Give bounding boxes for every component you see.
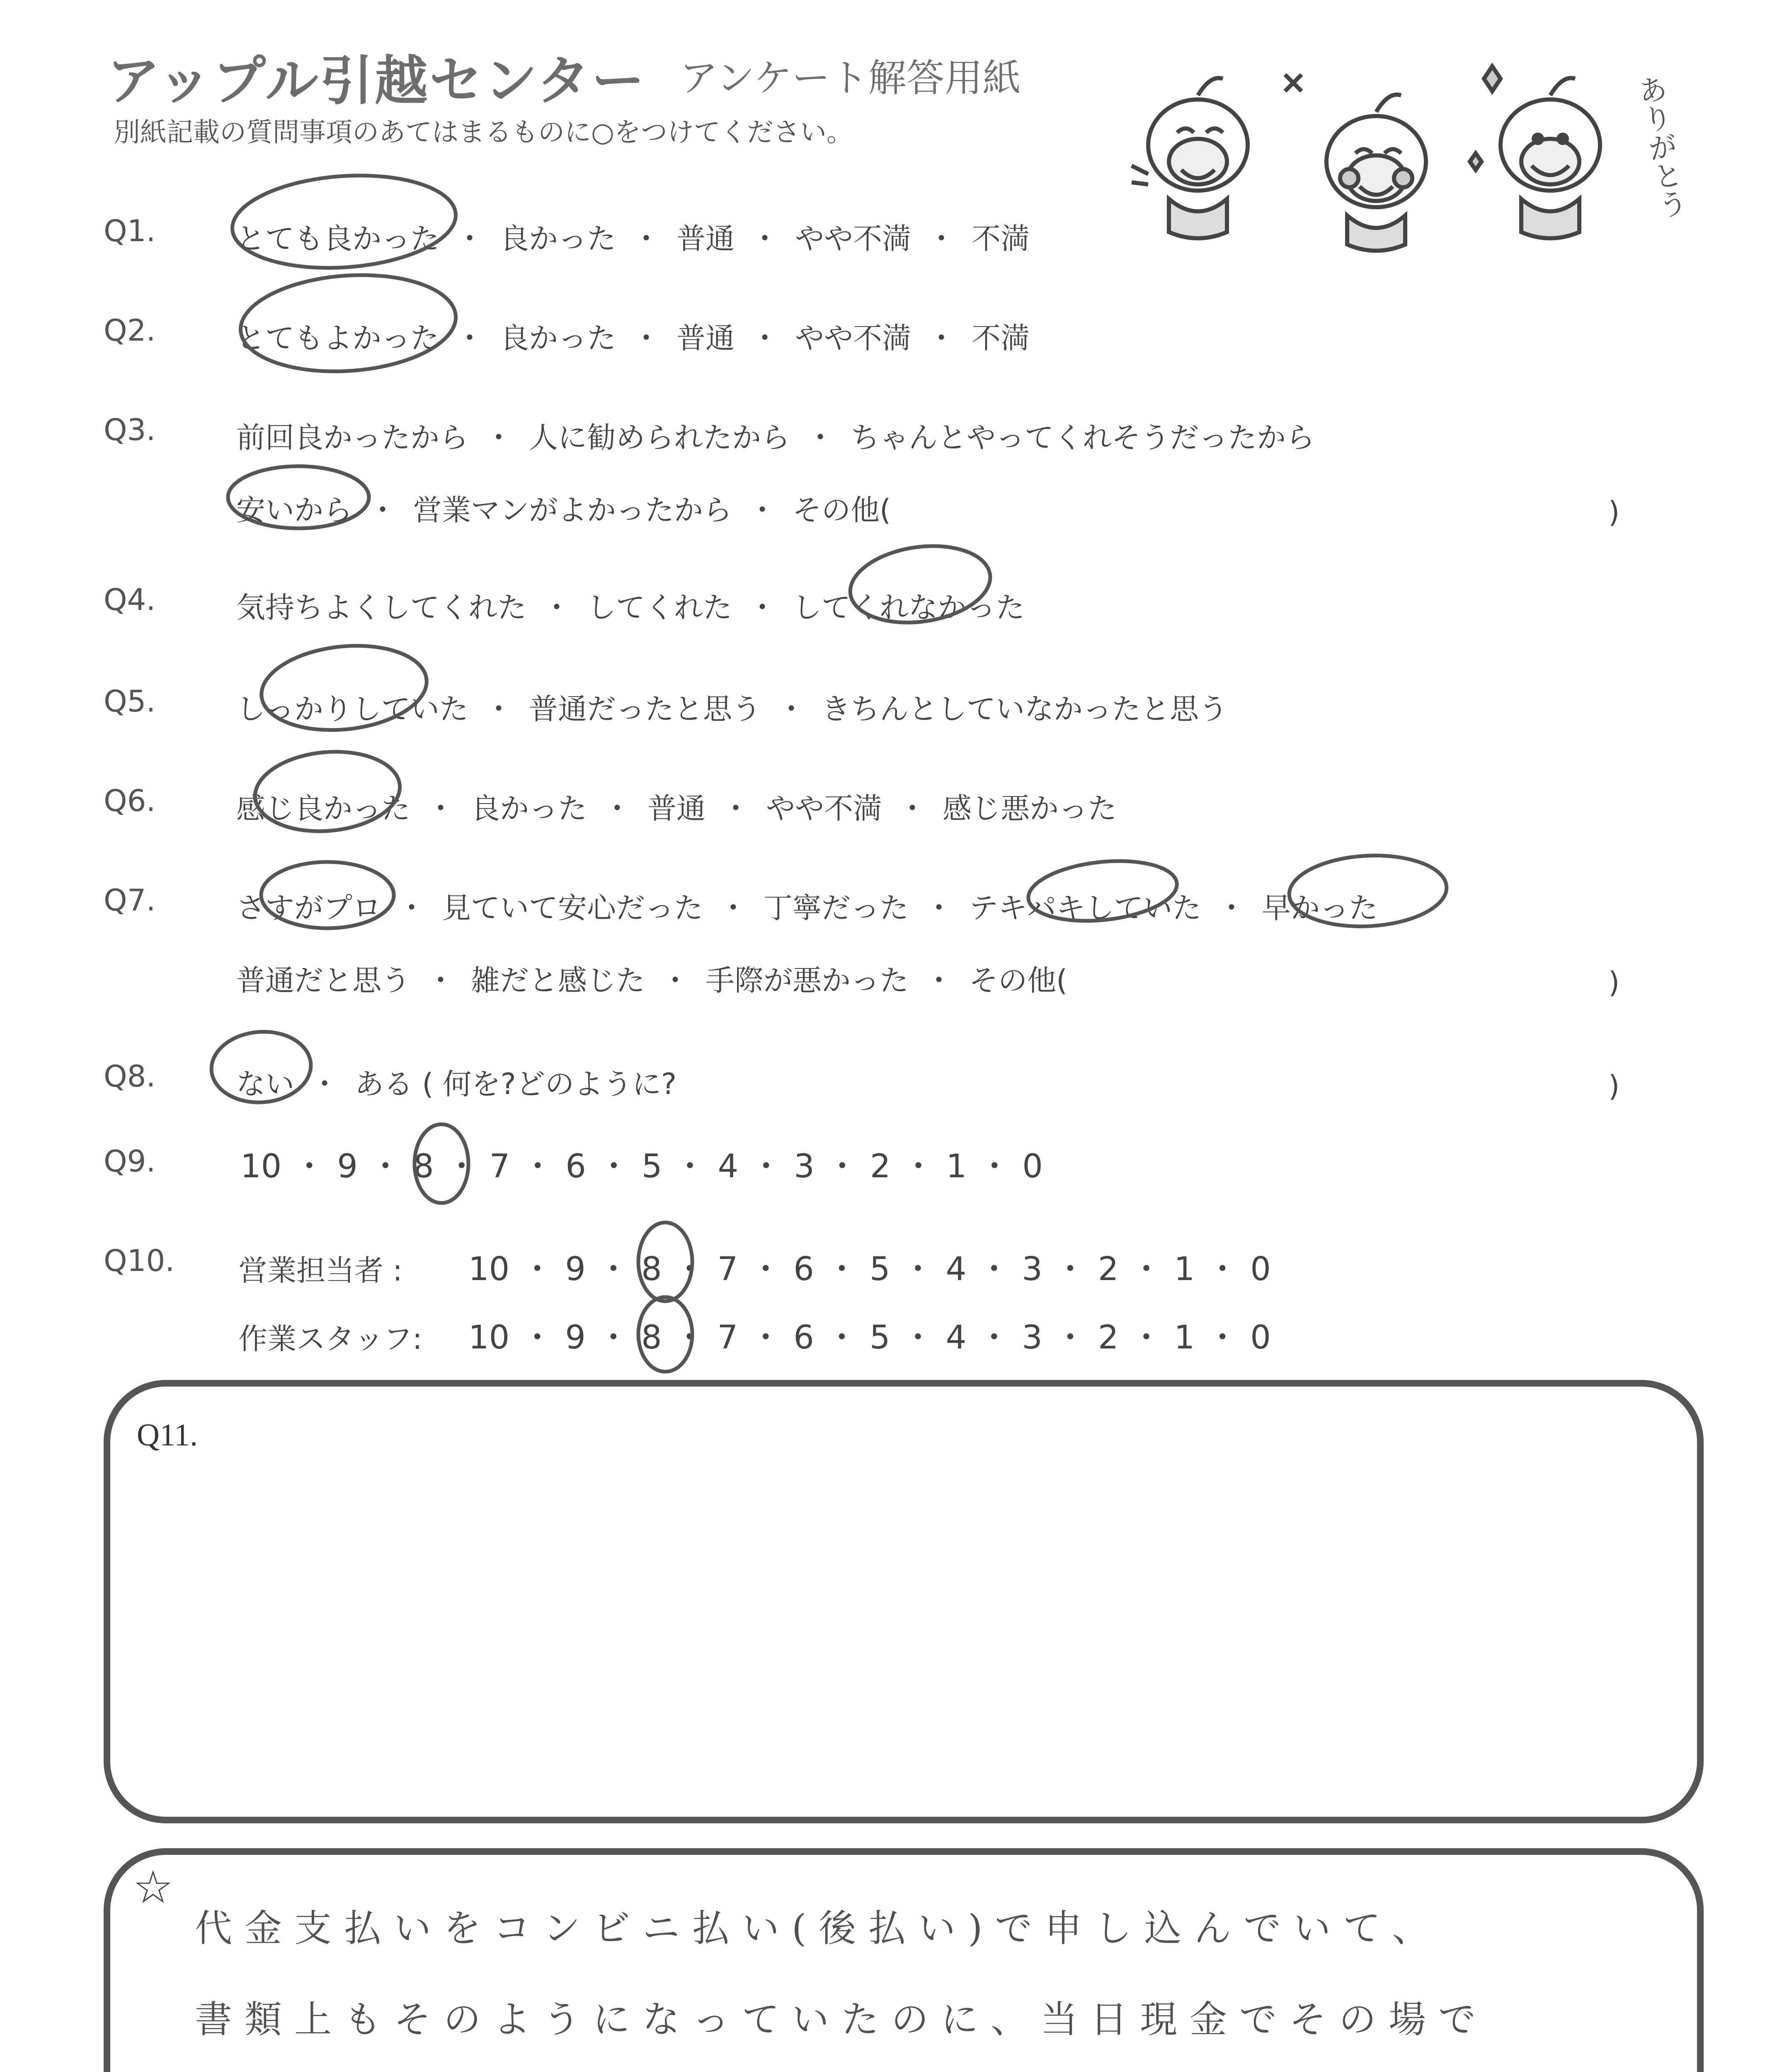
rating-option[interactable]: 9	[565, 1251, 586, 1288]
answer-option[interactable]: 普通	[676, 321, 735, 355]
answer-option[interactable]: 見ていて安心だった	[442, 891, 703, 925]
rating-option[interactable]: 9	[337, 1148, 358, 1185]
answer-option[interactable]: 良かった	[500, 321, 616, 355]
q10-sales-label: 営業担当者 :	[238, 1254, 402, 1288]
rating-option[interactable]: 0	[1250, 1319, 1271, 1356]
question-number: Q2.	[104, 313, 156, 348]
answer-option[interactable]: 普通だと思う	[236, 963, 410, 997]
separator: ・	[455, 321, 484, 355]
separator: ・	[721, 792, 750, 825]
answer-option[interactable]: 雑だと感じた	[471, 963, 645, 997]
brand-title: アップル引越センター	[107, 50, 646, 112]
separator: ・	[902, 1251, 934, 1288]
separator: ・	[902, 1319, 934, 1356]
rating-option[interactable]: 6	[793, 1251, 814, 1288]
form-title: アンケート解答用紙	[680, 56, 1021, 100]
separator: ・	[674, 1148, 706, 1185]
rating-option[interactable]: 7	[489, 1148, 510, 1185]
separator: ・	[1130, 1251, 1163, 1288]
answer-option[interactable]: 良かった	[500, 222, 616, 256]
separator: ・	[777, 692, 806, 726]
answer-option[interactable]: してくれた	[587, 591, 732, 625]
rating-option[interactable]: 10	[240, 1148, 282, 1185]
instruction-text: 別紙記載の質問事項のあてはまるものに○をつけてください。	[114, 117, 853, 148]
separator: ・	[597, 1148, 630, 1185]
rating-option[interactable]: 8	[641, 1251, 662, 1288]
separator: ・	[1206, 1251, 1239, 1288]
separator: ・	[597, 1319, 630, 1356]
answer-option[interactable]: 営業マンがよかったから	[413, 493, 732, 527]
q11-label: Q11.	[137, 1418, 198, 1452]
separator: ・	[978, 1319, 1011, 1356]
separator: ・	[826, 1148, 858, 1185]
comment-line: 書類上もそのようになっていたのに、当日現金でその場で	[195, 1998, 1488, 2041]
separator: ・	[806, 421, 835, 455]
answer-option[interactable]: 良かった	[471, 792, 587, 825]
q9-number: Q9.	[104, 1144, 156, 1179]
rating-option[interactable]: 0	[1022, 1148, 1043, 1185]
rating-option[interactable]: 5	[641, 1148, 662, 1185]
separator: ・	[924, 963, 953, 997]
question-option-row	[236, 686, 1228, 728]
separator: ・	[484, 421, 513, 455]
answer-option[interactable]: 不満	[972, 222, 1030, 256]
answer-option[interactable]: 感じ良かった	[236, 792, 410, 825]
separator: ・	[898, 792, 927, 825]
separator: ・	[927, 321, 956, 355]
question-number: Q4.	[104, 582, 156, 617]
rating-option[interactable]: 3	[1022, 1251, 1043, 1288]
q10-sales-rating-scale	[468, 1243, 1271, 1290]
rating-option[interactable]: 8	[413, 1148, 434, 1185]
rating-option[interactable]: 5	[869, 1251, 890, 1288]
answer-option[interactable]: その他(	[793, 493, 891, 527]
question-option-row	[236, 487, 891, 529]
separator: ・	[597, 1251, 630, 1288]
separator: ・	[750, 321, 779, 355]
separator: ・	[293, 1148, 326, 1185]
closing-paren: )	[1608, 966, 1620, 1000]
answer-option[interactable]: その他(	[969, 963, 1068, 997]
answer-option[interactable]: しっかりしていた	[236, 692, 468, 726]
separator: ・	[661, 963, 690, 997]
question-option-row	[236, 885, 1378, 927]
answer-option[interactable]: やや不満	[795, 222, 911, 256]
question-option-row	[236, 414, 1315, 456]
separator: ・	[673, 1319, 706, 1356]
answer-option[interactable]: 気持ちよくしてくれた	[236, 591, 526, 625]
separator: ・	[368, 493, 397, 527]
question-number: Q8.	[104, 1059, 156, 1094]
question-option-row	[236, 785, 1117, 827]
separator: ・	[397, 891, 426, 925]
rating-option[interactable]: 2	[1098, 1319, 1119, 1356]
separator: ・	[369, 1148, 402, 1185]
rating-option[interactable]: 10	[468, 1251, 510, 1288]
separator: ・	[902, 1148, 935, 1185]
question-number: Q6.	[104, 783, 156, 818]
separator: ・	[750, 1148, 783, 1185]
separator: ・	[521, 1251, 554, 1288]
separator: ・	[455, 222, 484, 256]
rating-option[interactable]: 3	[794, 1148, 815, 1185]
answer-option[interactable]: 普通	[676, 222, 735, 256]
rating-option[interactable]: 10	[468, 1319, 510, 1356]
rating-option[interactable]: 4	[946, 1319, 967, 1356]
separator: ・	[426, 792, 455, 825]
rating-option[interactable]: 7	[717, 1319, 738, 1356]
closing-paren: )	[1608, 1069, 1620, 1103]
rating-option[interactable]: 1	[1174, 1251, 1195, 1288]
q10-staff-label: 作業スタッフ:	[238, 1322, 422, 1356]
answer-option[interactable]: とても良かった	[236, 222, 439, 256]
question-number: Q1.	[104, 213, 156, 248]
answer-option[interactable]: とてもよかった	[236, 321, 439, 355]
question-number: Q3.	[104, 412, 156, 447]
answer-option[interactable]: やや不満	[795, 321, 911, 355]
separator: ・	[749, 1251, 782, 1288]
answer-option[interactable]: 普通だったと思う	[529, 692, 761, 726]
closing-paren: )	[1608, 495, 1620, 529]
separator: ・	[927, 222, 956, 256]
mascot-caption: ありがとう	[1631, 73, 1690, 221]
question-option-row	[236, 215, 1030, 257]
answer-option[interactable]: やや不満	[766, 792, 882, 825]
answer-option[interactable]: テキパキしていた	[969, 891, 1201, 925]
rating-option[interactable]: 1	[946, 1148, 967, 1185]
separator: ・	[924, 891, 953, 925]
rating-option[interactable]: 2	[1098, 1251, 1119, 1288]
separator: ・	[978, 1251, 1011, 1288]
answer-option[interactable]: ない	[236, 1067, 294, 1101]
question-option-row	[236, 584, 1025, 626]
rating-option[interactable]: 6	[793, 1319, 814, 1356]
separator: ・	[521, 1148, 554, 1185]
question-option-row	[236, 957, 1067, 999]
monkey-mascots-illustration	[1119, 50, 1708, 265]
question-number: Q5.	[104, 684, 156, 719]
separator: ・	[748, 493, 777, 527]
rating-option[interactable]: 2	[870, 1148, 891, 1185]
answer-option[interactable]: 感じ悪かった	[943, 792, 1117, 825]
answer-option[interactable]: ある ( 何を?どのように?	[355, 1067, 677, 1101]
rating-option[interactable]: 4	[946, 1251, 967, 1288]
separator: ・	[426, 963, 455, 997]
q11-answer-box	[104, 1380, 1704, 1823]
rating-option[interactable]: 5	[869, 1319, 890, 1356]
rating-option[interactable]: 6	[565, 1148, 586, 1185]
rating-option[interactable]: 3	[1022, 1319, 1043, 1356]
rating-option[interactable]: 0	[1250, 1251, 1271, 1288]
rating-option[interactable]: 1	[1174, 1319, 1195, 1356]
answer-option[interactable]: 安いから	[236, 493, 352, 527]
q10-number: Q10.	[104, 1243, 175, 1278]
answer-option[interactable]: 普通	[647, 792, 706, 825]
separator: ・	[825, 1319, 858, 1356]
comment-line: 代金支払いをコンビニ払い(後払い)で申し込んでいて、	[195, 1907, 1442, 1950]
separator: ・	[310, 1067, 339, 1101]
q10-staff-rating-scale	[468, 1312, 1271, 1358]
separator: ・	[748, 591, 777, 625]
rating-option[interactable]: 4	[718, 1148, 739, 1185]
separator: ・	[978, 1148, 1011, 1185]
q9-rating-scale	[240, 1140, 1043, 1187]
separator: ・	[750, 222, 779, 256]
rating-option[interactable]: 9	[565, 1319, 586, 1356]
answer-option[interactable]: 手際が悪かった	[706, 963, 909, 997]
question-option-row	[236, 315, 1030, 357]
separator: ・	[632, 222, 661, 256]
separator: ・	[749, 1319, 782, 1356]
answer-option[interactable]: 早かった	[1262, 891, 1378, 925]
rating-option[interactable]: 7	[717, 1251, 738, 1288]
separator: ・	[445, 1148, 478, 1185]
answer-option[interactable]: ちゃんとやってくれそうだったから	[851, 421, 1315, 455]
separator: ・	[1054, 1251, 1086, 1288]
separator: ・	[719, 891, 748, 925]
answer-option[interactable]: さすがプロ	[236, 891, 381, 925]
separator: ・	[542, 591, 571, 625]
separator: ・	[1054, 1319, 1086, 1356]
answer-option[interactable]: 人に勧められたから	[529, 421, 790, 455]
separator: ・	[603, 792, 632, 825]
separator: ・	[1130, 1319, 1163, 1356]
answer-option[interactable]: してくれなかった	[793, 591, 1025, 625]
comment-line	[1285, 2064, 1633, 2072]
rating-option[interactable]: 8	[641, 1319, 662, 1356]
separator: ・	[1206, 1319, 1239, 1356]
answer-option[interactable]: 不満	[972, 321, 1030, 355]
answer-option[interactable]: きちんとしていなかったと思う	[822, 692, 1228, 726]
separator: ・	[1217, 891, 1246, 925]
separator: ・	[484, 692, 513, 726]
separator: ・	[521, 1319, 554, 1356]
separator: ・	[673, 1251, 706, 1288]
answer-option[interactable]: 丁寧だった	[764, 891, 909, 925]
question-number: Q7.	[104, 883, 156, 917]
star-icon: ☆	[133, 1861, 174, 1914]
question-option-row	[236, 1061, 676, 1103]
separator: ・	[632, 321, 661, 355]
answer-option[interactable]: 前回良かったから	[236, 421, 468, 455]
separator: ・	[825, 1251, 858, 1288]
